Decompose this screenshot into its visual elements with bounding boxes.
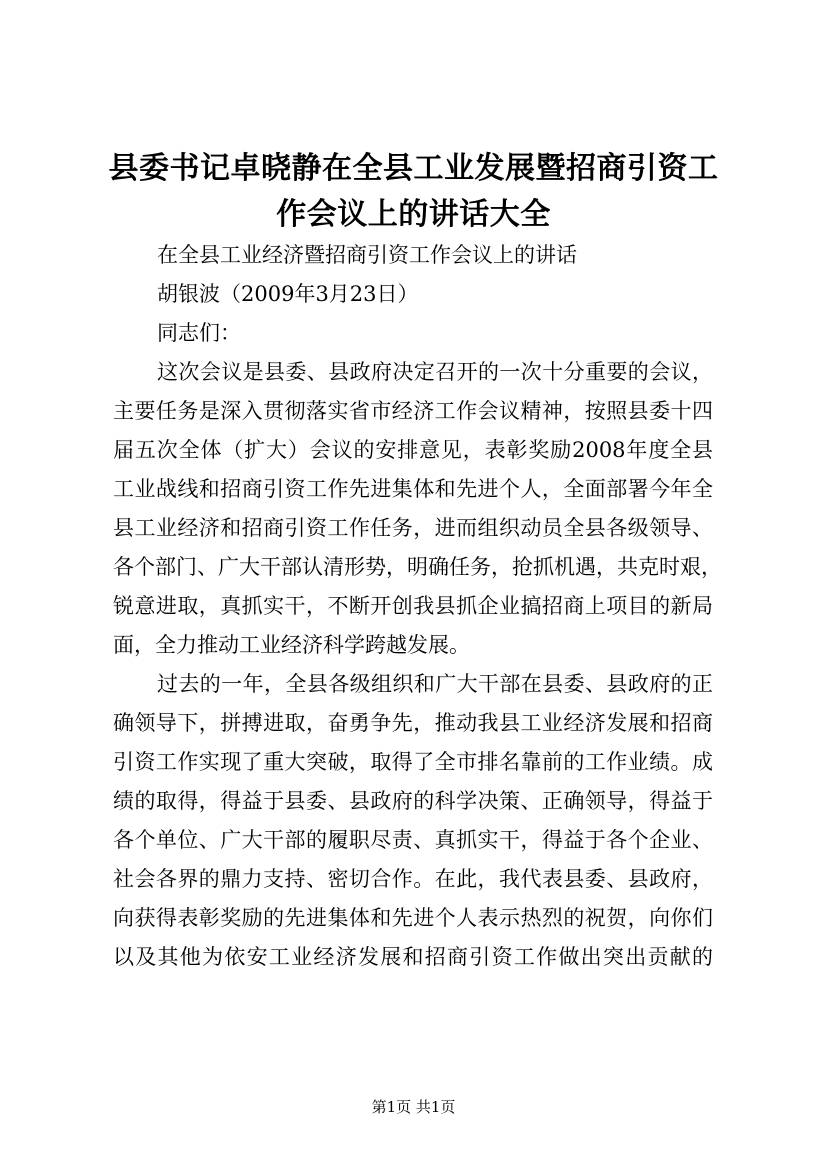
- paragraph-line: 面，全力推动工业经济科学跨越发展。: [113, 633, 470, 657]
- paragraph-line: 届五次全体（扩大）会议的安排意见，表彰奖励2008年度全县: [113, 438, 713, 462]
- title-line-1: 县委书记卓晓静在全县工业发展暨招商引资工: [108, 151, 719, 186]
- paragraph-line: 向获得表彰奖励的先进集体和先进个人表示热烈的祝贺，向你们: [113, 906, 713, 930]
- paragraph-line: 各个部门、广大干部认清形势，明确任务，抢抓机遇，共克时艰，: [113, 555, 722, 579]
- paragraph-line: 工业战线和招商引资工作先进集体和先进个人，全面部署今年全: [113, 477, 713, 501]
- title-line-2: 作会议上的讲话大全: [276, 197, 551, 232]
- page-number-footer: 第1页 共1页: [371, 1098, 456, 1116]
- paragraph-line: 社会各界的鼎力支持、密切合作。在此，我代表县委、县政府，: [113, 867, 713, 891]
- paragraph-line: 以及其他为依安工业经济发展和招商引资工作做出突出贡献的: [113, 945, 713, 969]
- paragraph-line: 确领导下，拼搏进取，奋勇争先，推动我县工业经济发展和招商: [113, 711, 713, 735]
- paragraph-1: [113, 353, 722, 665]
- paragraph-line: 过去的一年，全县各级组织和广大干部在县委、县政府的正: [157, 672, 713, 696]
- paragraph-line: 绩的取得，得益于县委、县政府的科学决策、正确领导，得益于: [113, 789, 713, 813]
- paragraph-line: 这次会议是县委、县政府决定召开的一次十分重要的会议，: [157, 360, 713, 384]
- paragraph-line: 主要任务是深入贯彻落实省市经济工作会议精神，按照县委十四: [113, 399, 713, 423]
- document-body: [113, 236, 722, 977]
- subtitle: 在全县工业经济暨招商引资工作会议上的讲话: [157, 243, 577, 267]
- paragraph-2: [113, 665, 713, 977]
- document-title: [100, 146, 727, 238]
- author-date: 胡银波（2009年3月23日）: [157, 282, 419, 306]
- paragraph-line: 锐意进取，真抓实干，不断开创我县抓企业搞招商上项目的新局: [113, 594, 713, 618]
- paragraph-line: 县工业经济和招商引资工作任务，进而组织动员全县各级领导、: [113, 516, 713, 540]
- paragraph-line: 引资工作实现了重大突破，取得了全市排名靠前的工作业绩。成: [113, 750, 713, 774]
- paragraph-line: 各个单位、广大干部的履职尽责、真抓实干，得益于各个企业、: [113, 828, 713, 852]
- salutation: 同志们：: [157, 321, 241, 345]
